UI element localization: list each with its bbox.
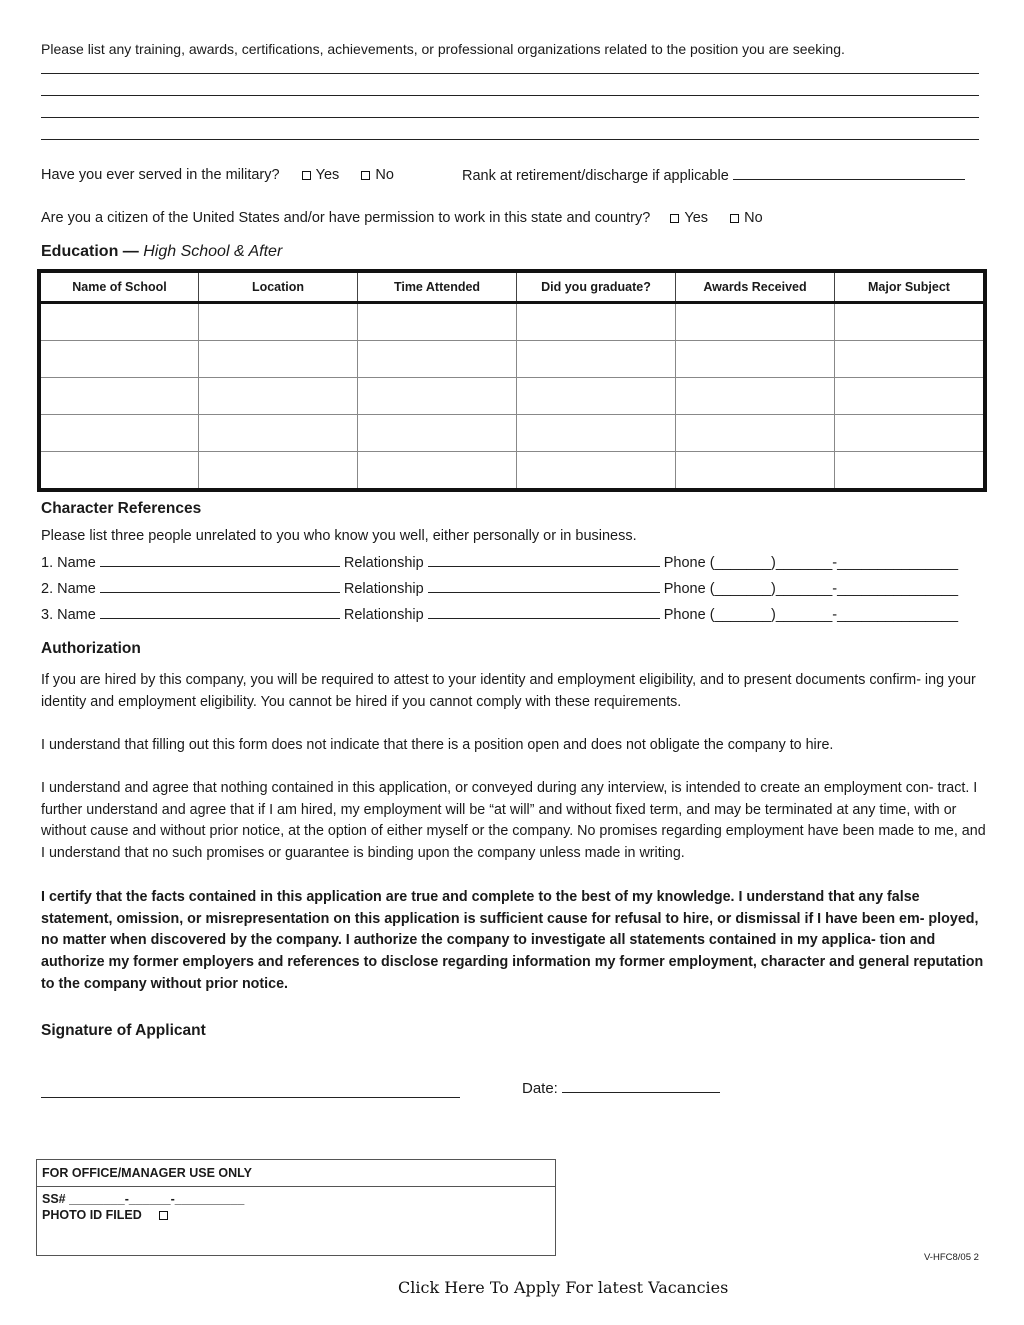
references-title: Character References (41, 500, 202, 517)
rank-field[interactable] (733, 167, 965, 180)
reference-relationship-field[interactable] (428, 606, 660, 619)
education-table (37, 269, 987, 492)
reference-relationship-label: Relationship (343, 555, 424, 571)
date-label: Date: (522, 1080, 558, 1097)
table-cell[interactable] (39, 415, 199, 452)
citizen-yes-checkbox[interactable] (670, 214, 679, 223)
table-cell[interactable] (358, 452, 517, 491)
reference-relationship-field[interactable] (428, 554, 660, 567)
education-heading (41, 243, 282, 261)
table-cell[interactable] (199, 415, 358, 452)
table-cell[interactable] (835, 341, 986, 378)
table-cell[interactable] (199, 303, 358, 341)
training-line-2[interactable] (41, 95, 979, 96)
education-header-row (39, 271, 985, 303)
reference-name-label: 3. Name (41, 607, 96, 623)
date-row (522, 1080, 720, 1097)
table-cell[interactable] (358, 341, 517, 378)
table-cell[interactable] (358, 378, 517, 415)
table-cell[interactable] (358, 303, 517, 341)
table-cell[interactable] (676, 378, 835, 415)
office-use-title: FOR OFFICE/MANAGER USE ONLY (37, 1160, 555, 1187)
reference-row-1 (41, 554, 958, 571)
table-cell[interactable] (517, 378, 676, 415)
photo-id-row (37, 1207, 555, 1223)
table-cell[interactable] (835, 303, 986, 341)
reference-name-field[interactable] (100, 606, 340, 619)
table-cell[interactable] (199, 341, 358, 378)
table-cell[interactable] (676, 452, 835, 491)
references-instructions: Please list three people unrelated to you who know you well, either personally or in business. (41, 528, 637, 544)
education-title: Education — (41, 243, 139, 260)
military-no-checkbox[interactable] (361, 171, 370, 180)
table-row (39, 452, 985, 491)
military-question: Have you ever served in the military? (41, 167, 280, 183)
reference-name-label: 1. Name (41, 555, 96, 571)
education-subtitle: High School & After (143, 243, 283, 260)
training-prompt: Please list any training, awards, certifications, achievements, or professional organizations related to the position you are seeking. (41, 41, 845, 57)
reference-relationship-field[interactable] (428, 580, 660, 593)
reference-row-2 (41, 580, 958, 597)
reference-relationship-label: Relationship (343, 607, 424, 623)
table-cell[interactable] (39, 303, 199, 341)
reference-row-3 (41, 606, 958, 623)
training-line-3[interactable] (41, 117, 979, 118)
apply-vacancies-link[interactable]: Click Here To Apply For latest Vacancies (398, 1278, 729, 1297)
authorization-paragraph-1: If you are hired by this company, you will be required to attest to your identity and employment eligibility, and to present documents confirm- ing your identity and employment eligibility. You cannot be hired if you cannot comply with these requirements. (41, 672, 976, 710)
table-cell[interactable] (199, 378, 358, 415)
table-cell[interactable] (676, 341, 835, 378)
rank-row (462, 167, 965, 184)
col-awards-received: Awards Received (676, 271, 835, 303)
col-location: Location (199, 271, 358, 303)
form-code: V-HFC8/05 2 (924, 1252, 979, 1263)
military-yes-checkbox[interactable] (302, 171, 311, 180)
certification-paragraph: I certify that the facts contained in this application are true and complete to the best of my knowledge. I understand that any false statement, omission, or misrepresentation on this application is sufficient cause for refusal to hire, or dismissal if I have been em- ployed, no matter when discovered by the company. I authorize the company to investigate all statements contained in my applica- tion and authorize my former employers and references to disclose regarding information my former employment, character and general reputation to the company without prior notice. (41, 889, 984, 992)
reference-name-label: 2. Name (41, 581, 96, 597)
table-cell[interactable] (835, 452, 986, 491)
table-cell[interactable] (676, 303, 835, 341)
military-no-label: No (375, 167, 394, 183)
authorization-paragraph-3: I understand and agree that nothing contained in this application, or conveyed during any interview, is intended to create an employment con- tract. I further understand and agree that if I am hired, my employment will be “at will” and without fixed term, and may be terminated at any time, with or without cause and without prior notice, at the option of either myself or the company. No promises regarding employment have been made to me, and I understand that no such promises or guarantee is binding upon the company unless made in writing. (41, 780, 986, 862)
military-yes-label: Yes (315, 167, 340, 183)
training-line-4[interactable] (41, 139, 979, 140)
table-row (39, 303, 985, 341)
military-row (41, 167, 394, 183)
reference-name-field[interactable] (100, 580, 340, 593)
col-major-subject: Major Subject (835, 271, 986, 303)
reference-phone-field[interactable]: Phone (_______)_______-_______________ (663, 555, 959, 571)
signature-line[interactable] (41, 1097, 460, 1098)
table-cell[interactable] (358, 415, 517, 452)
table-cell[interactable] (517, 452, 676, 491)
date-field[interactable] (562, 1080, 720, 1093)
citizen-no-checkbox[interactable] (730, 214, 739, 223)
photo-id-label: PHOTO ID FILED (42, 1208, 142, 1222)
ss-number-field[interactable]: SS# ________-______-__________ (42, 1192, 245, 1206)
table-cell[interactable] (39, 452, 199, 491)
training-line-1[interactable] (41, 73, 979, 74)
authorization-paragraph-2: I understand that filling out this form does not indicate that there is a position open and does not obligate the company to hire. (41, 737, 834, 753)
table-cell[interactable] (517, 303, 676, 341)
col-did-you-graduate: Did you graduate? (517, 271, 676, 303)
col-time-attended: Time Attended (358, 271, 517, 303)
reference-name-field[interactable] (100, 554, 340, 567)
office-use-box (36, 1159, 556, 1256)
table-cell[interactable] (835, 415, 986, 452)
citizen-yes-label: Yes (684, 210, 709, 226)
table-cell[interactable] (517, 415, 676, 452)
photo-id-checkbox[interactable] (159, 1211, 168, 1220)
signature-title: Signature of Applicant (41, 1022, 206, 1039)
rank-label: Rank at retirement/discharge if applicable (462, 168, 729, 184)
reference-relationship-label: Relationship (343, 581, 424, 597)
authorization-title: Authorization (41, 640, 141, 657)
table-cell[interactable] (199, 452, 358, 491)
table-row (39, 378, 985, 415)
citizen-question: Are you a citizen of the United States and/or have permission to work in this state and country? (41, 210, 651, 226)
citizen-no-label: No (744, 210, 763, 226)
table-cell[interactable] (676, 415, 835, 452)
table-row (39, 341, 985, 378)
table-cell[interactable] (835, 378, 986, 415)
reference-phone-field[interactable]: Phone (_______)_______-_______________ (663, 581, 959, 597)
table-cell[interactable] (39, 378, 199, 415)
table-cell[interactable] (39, 341, 199, 378)
citizen-row (41, 210, 763, 226)
table-cell[interactable] (517, 341, 676, 378)
col-name-of-school: Name of School (39, 271, 199, 303)
table-row (39, 415, 985, 452)
reference-phone-field[interactable]: Phone (_______)_______-_______________ (663, 607, 959, 623)
